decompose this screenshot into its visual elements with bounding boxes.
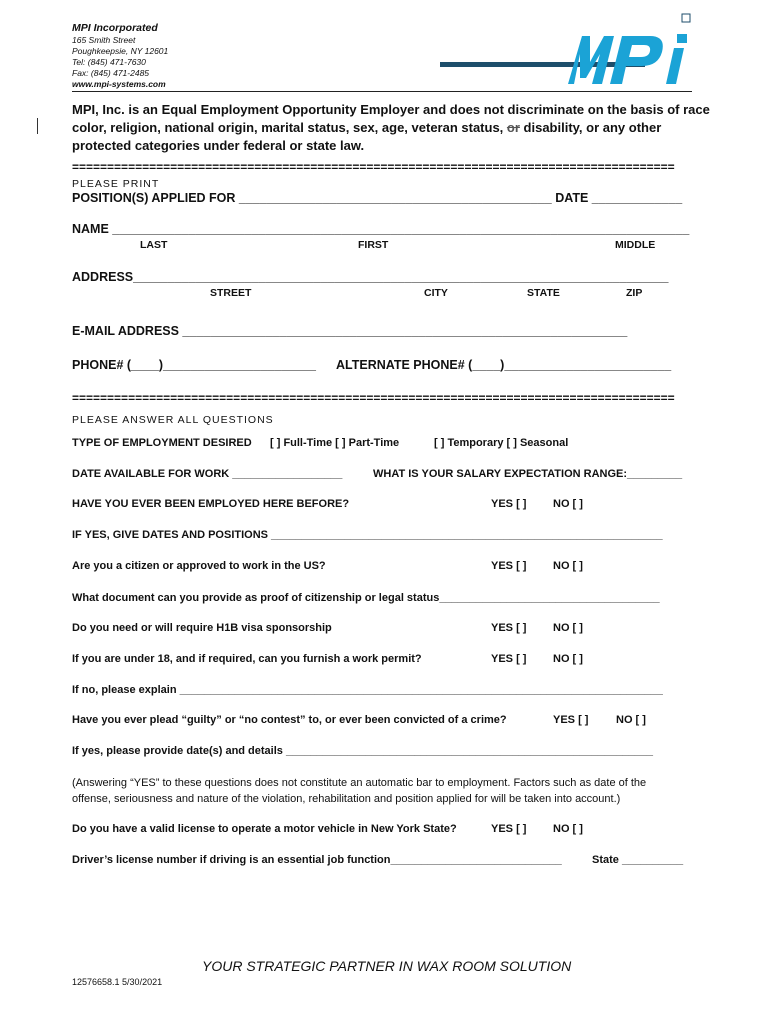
disclaimer-line-1: (Answering “YES” to these questions does not constitute an automatic bar to employment. Factors such as date of the	[72, 777, 647, 789]
explain-field[interactable]: If no, please explain _______________________________________________________________________________	[72, 684, 663, 696]
address-state-caption: STATE	[527, 287, 560, 299]
work-permit-no-checkbox[interactable]: NO [ ]	[553, 653, 583, 665]
employed-before-yes-checkbox[interactable]: YES [ ]	[491, 498, 527, 510]
please-print-label: PLEASE PRINT	[72, 178, 160, 190]
employment-type-options-1[interactable]: [ ] Full-Time [ ] Part-Time	[270, 437, 400, 449]
name-field[interactable]: NAME ___________________________________________________________________________________	[72, 222, 690, 236]
phone-field[interactable]: PHONE# (____)______________________	[72, 358, 316, 372]
name-first-caption: FIRST	[358, 239, 389, 251]
logo-small-square	[682, 14, 690, 22]
eeo-struck-word: or	[506, 120, 520, 135]
company-name: MPI Incorporated	[72, 22, 158, 34]
crime-yes-checkbox[interactable]: YES [ ]	[553, 714, 589, 726]
email-field[interactable]: E-MAIL ADDRESS ________________________________________________________________	[72, 324, 628, 338]
license-yes-checkbox[interactable]: YES [ ]	[491, 823, 527, 835]
work-permit-yes-checkbox[interactable]: YES [ ]	[491, 653, 527, 665]
company-street: 165 Smith Street	[72, 35, 136, 45]
h1b-question: Do you need or will require H1B visa sponsorship	[72, 622, 332, 634]
footer-tagline: YOUR STRATEGIC PARTNER IN WAX ROOM SOLUTION	[202, 958, 572, 974]
company-website: www.mpi-systems.com	[72, 79, 166, 89]
address-city-caption: CITY	[424, 287, 448, 299]
company-city: Poughkeepsie, NY 12601	[72, 46, 169, 56]
letterhead-rule	[72, 91, 692, 92]
separator-1: ======================================================================================	[72, 160, 675, 174]
employment-type-options-2[interactable]: [ ] Temporary [ ] Seasonal	[434, 437, 569, 449]
document-id: 12576658.1 5/30/2021	[72, 977, 163, 987]
eeo-line-1: MPI, Inc. is an Equal Employment Opportunity Employer and does not discriminate on the basis of race	[72, 102, 710, 117]
citizen-question: Are you a citizen or approved to work in the US?	[72, 560, 326, 572]
address-street-caption: STREET	[210, 287, 252, 299]
logo-letters	[568, 34, 687, 84]
address-zip-caption: ZIP	[626, 287, 643, 299]
eeo-line-2	[72, 120, 661, 135]
alternate-phone-field[interactable]: ALTERNATE PHONE# (____)________________________	[336, 358, 672, 372]
h1b-no-checkbox[interactable]: NO [ ]	[553, 622, 583, 634]
mpi-logo	[440, 12, 695, 90]
employment-type-label: TYPE OF EMPLOYMENT DESIRED	[72, 437, 252, 449]
employed-before-no-checkbox[interactable]: NO [ ]	[553, 498, 583, 510]
crime-details-field[interactable]: If yes, please provide date(s) and details ____________________________________________________________	[72, 745, 654, 757]
employed-before-question: HAVE YOU EVER BEEN EMPLOYED HERE BEFORE?	[72, 498, 350, 510]
separator-2: ======================================================================================	[72, 391, 675, 405]
citizenship-document-field[interactable]: What document can you provide as proof of citizenship or legal status____________________________________	[72, 592, 660, 604]
license-state-field[interactable]: State __________	[592, 854, 684, 866]
crime-no-checkbox[interactable]: NO [ ]	[616, 714, 646, 726]
h1b-yes-checkbox[interactable]: YES [ ]	[491, 622, 527, 634]
crime-question: Have you ever plead “guilty” or “no contest” to, or ever been convicted of a crime?	[72, 714, 507, 726]
license-no-checkbox[interactable]: NO [ ]	[553, 823, 583, 835]
name-last-caption: LAST	[140, 239, 168, 251]
margin-mark	[37, 118, 38, 134]
logo-bar	[440, 62, 645, 67]
citizen-no-checkbox[interactable]: NO [ ]	[553, 560, 583, 572]
answer-all-label: PLEASE ANSWER ALL QUESTIONS	[72, 414, 274, 426]
eeo-line-2b: disability, or any other	[523, 120, 662, 135]
company-tel: Tel: (845) 471-7630	[72, 57, 146, 67]
position-applied-field[interactable]: POSITION(S) APPLIED FOR _____________________________________________ DATE _____________	[72, 191, 683, 205]
date-available-field[interactable]: DATE AVAILABLE FOR WORK __________________	[72, 468, 343, 480]
eeo-line-3: protected categories under federal or state law.	[72, 138, 365, 153]
dates-positions-field[interactable]: IF YES, GIVE DATES AND POSITIONS ________________________________________________________________	[72, 529, 663, 541]
salary-expectation-field[interactable]: WHAT IS YOUR SALARY EXPECTATION RANGE:_________	[373, 468, 683, 480]
name-middle-caption: MIDDLE	[615, 239, 656, 251]
eeo-line-2a: color, religion, national origin, marital status, sex, age, veteran status,	[72, 120, 504, 135]
license-question: Do you have a valid license to operate a motor vehicle in New York State?	[72, 823, 457, 835]
disclaimer-line-2: offense, seriousness and nature of the violation, rehabilitation and position applied for will be taken into account.)	[72, 793, 621, 805]
company-fax: Fax: (845) 471-2485	[72, 68, 150, 78]
citizen-yes-checkbox[interactable]: YES [ ]	[491, 560, 527, 572]
address-field[interactable]: ADDRESS_____________________________________________________________________________	[72, 270, 669, 284]
license-number-field[interactable]: Driver’s license number if driving is an essential job function____________________________	[72, 854, 562, 866]
work-permit-question: If you are under 18, and if required, can you furnish a work permit?	[72, 653, 422, 665]
